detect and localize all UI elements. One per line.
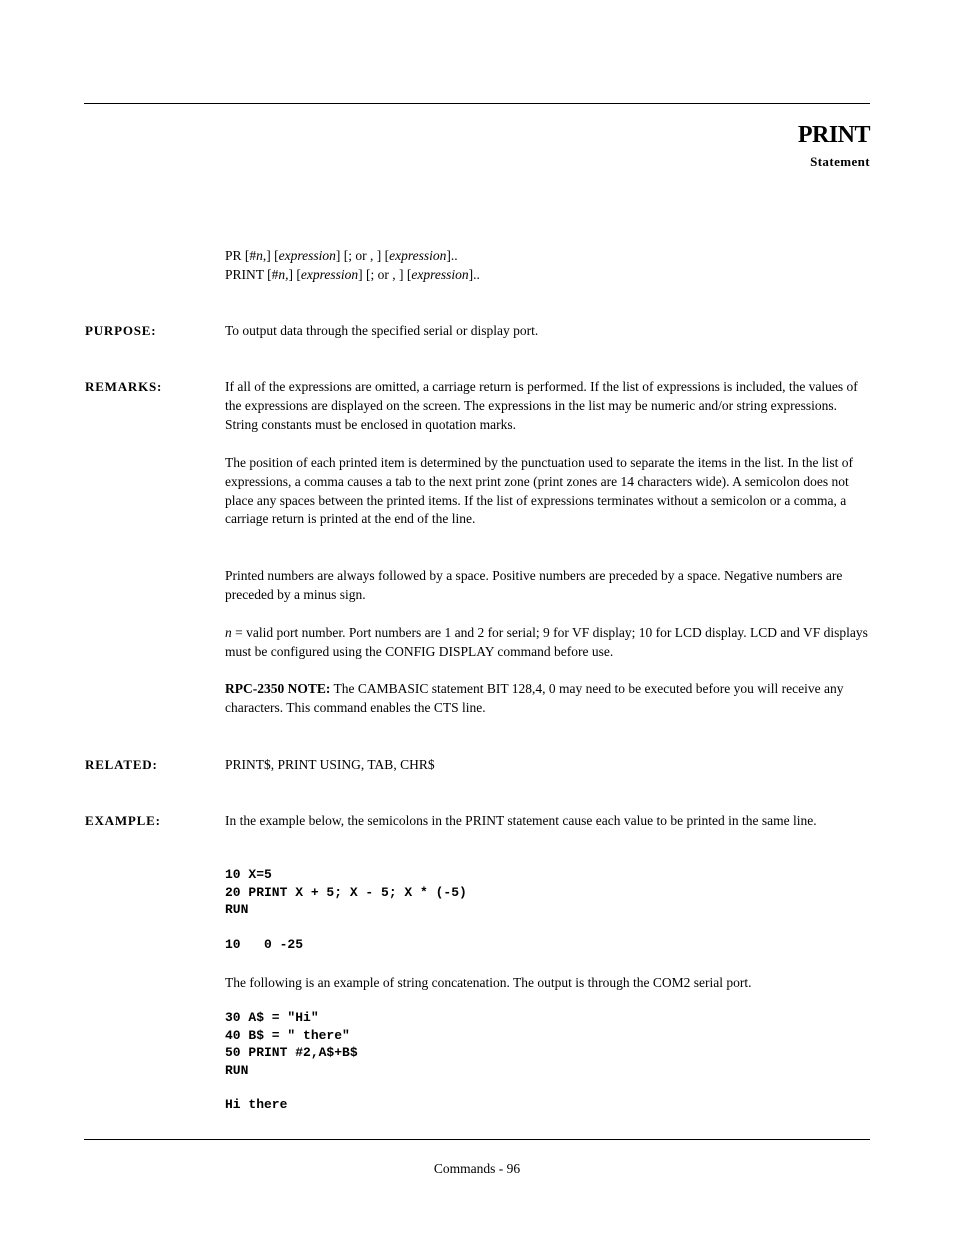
purpose-text: To output data through the specified serial or display port. (225, 323, 539, 338)
related-label: RELATED: (85, 757, 158, 772)
example-intro-2: The following is an example of string concatenation. The output is through the COM2 serial port. (225, 975, 752, 990)
example-output-1: 10 0 -25 (225, 937, 304, 952)
page-subtitle: Statement (810, 154, 870, 169)
remarks-paragraph-5: RPC-2350 NOTE: The CAMBASIC statement BIT 128,4, 0 may need to be executed before you will receive any characters. This command enables the CTS line. (225, 681, 844, 715)
syntax-line-short: PR [#n,] [expression] [; or , ] [expression].. (225, 248, 458, 263)
remarks-paragraph-1: If all of the expressions are omitted, a carriage return is performed. If the list of expressions is included, the values of the expressions are displayed on the screen. The expressions in the list may be numeric and/or string expressions. String constants must be enclosed in quotation marks. (225, 379, 858, 432)
syntax-line-long: PRINT [#n,] [expression] [; or , ] [expression].. (225, 267, 480, 282)
header-rule (84, 103, 870, 104)
example-output-2: Hi there (225, 1097, 288, 1112)
related-text: PRINT$, PRINT USING, TAB, CHR$ (225, 757, 435, 772)
example-code-2: 30 A$ = "Hi" 40 B$ = " there" 50 PRINT #2,A$+B$ RUN (225, 1010, 358, 1078)
example-intro: In the example below, the semicolons in the PRINT statement cause each value to be printed in the same line. (225, 813, 817, 828)
footer-rule (84, 1139, 870, 1140)
example-code-1: 10 X=5 20 PRINT X + 5; X - 5; X * (-5) RUN (225, 867, 467, 917)
example-label: EXAMPLE: (85, 813, 161, 828)
remarks-label: REMARKS: (85, 379, 163, 394)
page-number: Commands - 96 (433, 1161, 521, 1176)
remarks-paragraph-3: Printed numbers are always followed by a space. Positive numbers are preceded by a space. Negative numbers are preceded by a minus sign. (225, 568, 843, 602)
purpose-label: PURPOSE: (85, 323, 157, 338)
remarks-paragraph-2: The position of each printed item is determined by the punctuation used to separate the items in the list. In the list of expressions, a comma causes a tab to the next print zone (print zones are 14 characters wide). A semicolon does not place any spaces between the printed items. If the list of expressions terminates without a semicolon or a comma, a carriage return is printed at the end of the line. (225, 455, 853, 527)
remarks-paragraph-4: n = valid port number. Port numbers are 1 and 2 for serial; 9 for VF display; 10 for LCD display. LCD and VF displays must be configured using the CONFIG DISPLAY command before use. (225, 625, 868, 659)
page-title: PRINT (797, 122, 870, 148)
